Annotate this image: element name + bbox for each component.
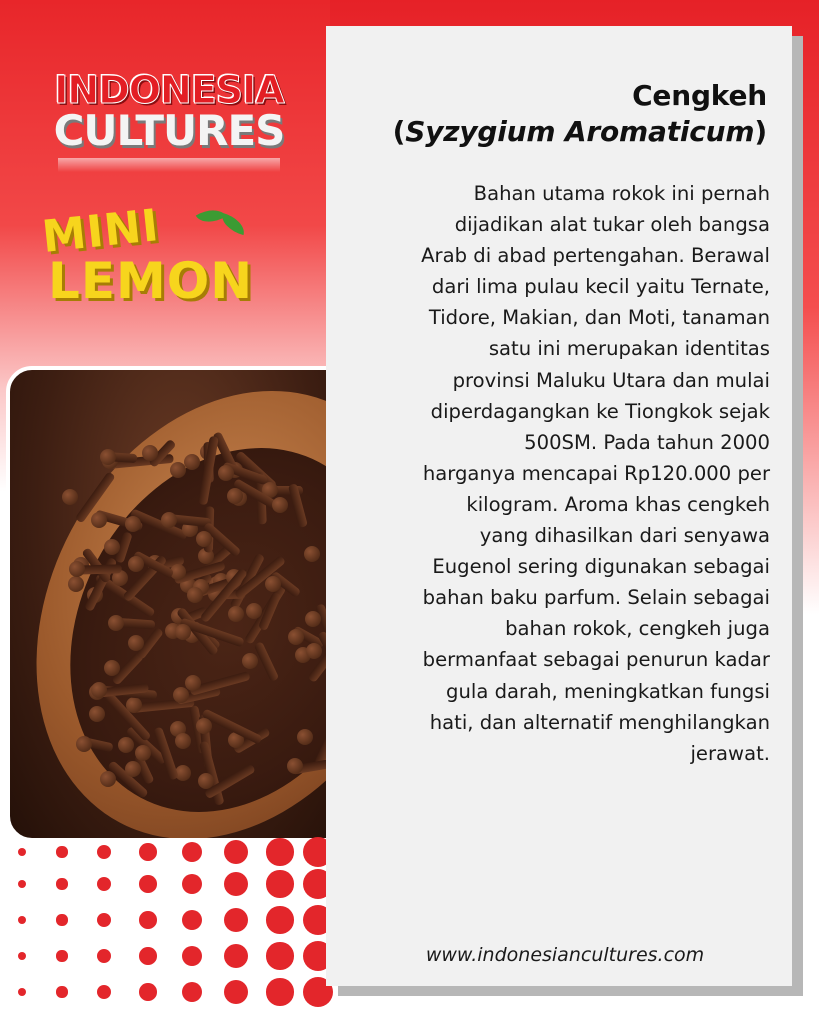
decorative-dot [97, 949, 111, 963]
description-text [362, 178, 770, 769]
description-line: harganya mencapai Rp120.000 per [422, 461, 770, 485]
decorative-dot [97, 913, 111, 927]
description-line: Bahan utama rokok ini pernah [473, 182, 770, 205]
decorative-dot [224, 840, 248, 864]
clove-bud [100, 449, 116, 465]
clove-bud [104, 660, 120, 676]
description-line: Tidore, Makian, dan Moti, tanaman [428, 306, 770, 330]
description-line: gula darah, meningkatkan fungsi [446, 679, 770, 703]
lemon-leaf-icon [218, 213, 247, 235]
logo-line-cultures: CULTURES [53, 106, 285, 155]
decorative-dot [139, 875, 157, 893]
logo-line-indonesia: INDONESIA [54, 68, 284, 112]
clove-bud [196, 531, 212, 547]
description-line: Arab di abad pertengahan. Berawal [421, 244, 770, 268]
description-line: yang dihasilkan dari senyawa [479, 524, 770, 548]
decorative-dot [266, 870, 293, 897]
decorative-dot [56, 846, 67, 857]
logo-reflection [58, 158, 280, 172]
clove-bud [128, 556, 144, 572]
decorative-dot [56, 950, 67, 961]
mini-lemon-logo [39, 200, 290, 316]
clove-bud [228, 606, 244, 622]
decorative-dot [182, 982, 203, 1003]
logo-line-mini: MINI [39, 200, 162, 263]
decorative-dot [56, 878, 67, 889]
decorative-dot [56, 914, 67, 925]
clove-bud [76, 736, 92, 752]
decorative-dot [266, 942, 293, 969]
decorative-dot [139, 983, 157, 1001]
decorative-dot [139, 843, 157, 861]
clove-bud [297, 729, 313, 745]
description-line: satu ini merupakan identitas [488, 337, 770, 361]
clove-bud [196, 718, 212, 734]
logo-line-lemon: LEMON [48, 252, 254, 310]
clove-bud [135, 745, 151, 761]
clove-bud [91, 682, 107, 698]
clove-bud [118, 737, 134, 753]
clove-bud [89, 706, 105, 722]
common-name: Cengkeh [632, 79, 767, 112]
decorative-dot [224, 872, 248, 896]
decorative-dot [97, 877, 111, 891]
clove-bud [128, 635, 144, 651]
decorative-dot [182, 946, 203, 967]
description-line: hati, dan alternatif menghilangkan [429, 710, 770, 734]
clove-bud [272, 497, 288, 513]
decorative-dot [18, 988, 26, 996]
decorative-dot [182, 874, 203, 895]
description-line: kilogram. Aroma khas cengkeh [466, 492, 770, 516]
decorative-dot [97, 985, 111, 999]
description-line: bermanfaat sebagai penurun kadar [422, 648, 770, 672]
clove-bud [175, 624, 191, 640]
decorative-dot [56, 986, 67, 997]
decorative-dot [266, 906, 293, 933]
decorative-dot [139, 911, 157, 929]
clove-bud [175, 733, 191, 749]
decorative-dot [18, 916, 26, 924]
description-line: 500SM. Pada tahun 2000 [524, 430, 770, 454]
clove-bud [198, 773, 214, 789]
indonesia-cultures-logo [38, 68, 300, 178]
description-line: dari lima pulau kecil yaitu Ternate, [431, 275, 770, 299]
decorative-dot [18, 952, 26, 960]
decorative-dot [18, 848, 26, 856]
decorative-dot [18, 880, 26, 888]
scientific-name-line: (Syzygium Aromaticum) [392, 115, 767, 148]
scientific-name: Syzygium Aromaticum [405, 115, 755, 148]
decorative-dot [182, 842, 203, 863]
page-title [347, 78, 767, 150]
clove-bud [265, 576, 281, 592]
decorative-dot [266, 978, 293, 1005]
decorative-dot [97, 845, 111, 859]
description-line: provinsi Maluku Utara dan mulai [452, 368, 770, 392]
clove-bud [62, 489, 78, 505]
clove-bud [187, 587, 203, 603]
decorative-dot [139, 947, 157, 965]
decorative-dot [224, 944, 248, 968]
decorative-dot [266, 838, 293, 865]
description-line: dijadikan alat tukar oleh bangsa [454, 213, 770, 237]
cloves-photo [6, 366, 356, 842]
decorative-dot [224, 980, 248, 1004]
description-line: Eugenol sering digunakan sebagai [432, 555, 770, 579]
description-line: bahan baku parfum. Selain sebagai [422, 586, 770, 610]
clove-bud [170, 462, 186, 478]
clove-bud [287, 758, 303, 774]
description-line: jerawat. [690, 741, 770, 765]
decorative-dot [224, 908, 248, 932]
website-url: www.indonesiancultures.com [425, 944, 705, 966]
decorative-dot [182, 910, 203, 931]
description-line: diperdagangkan ke Tiongkok sejak [430, 399, 770, 423]
description-line: bahan rokok, cengkeh juga [505, 617, 770, 641]
